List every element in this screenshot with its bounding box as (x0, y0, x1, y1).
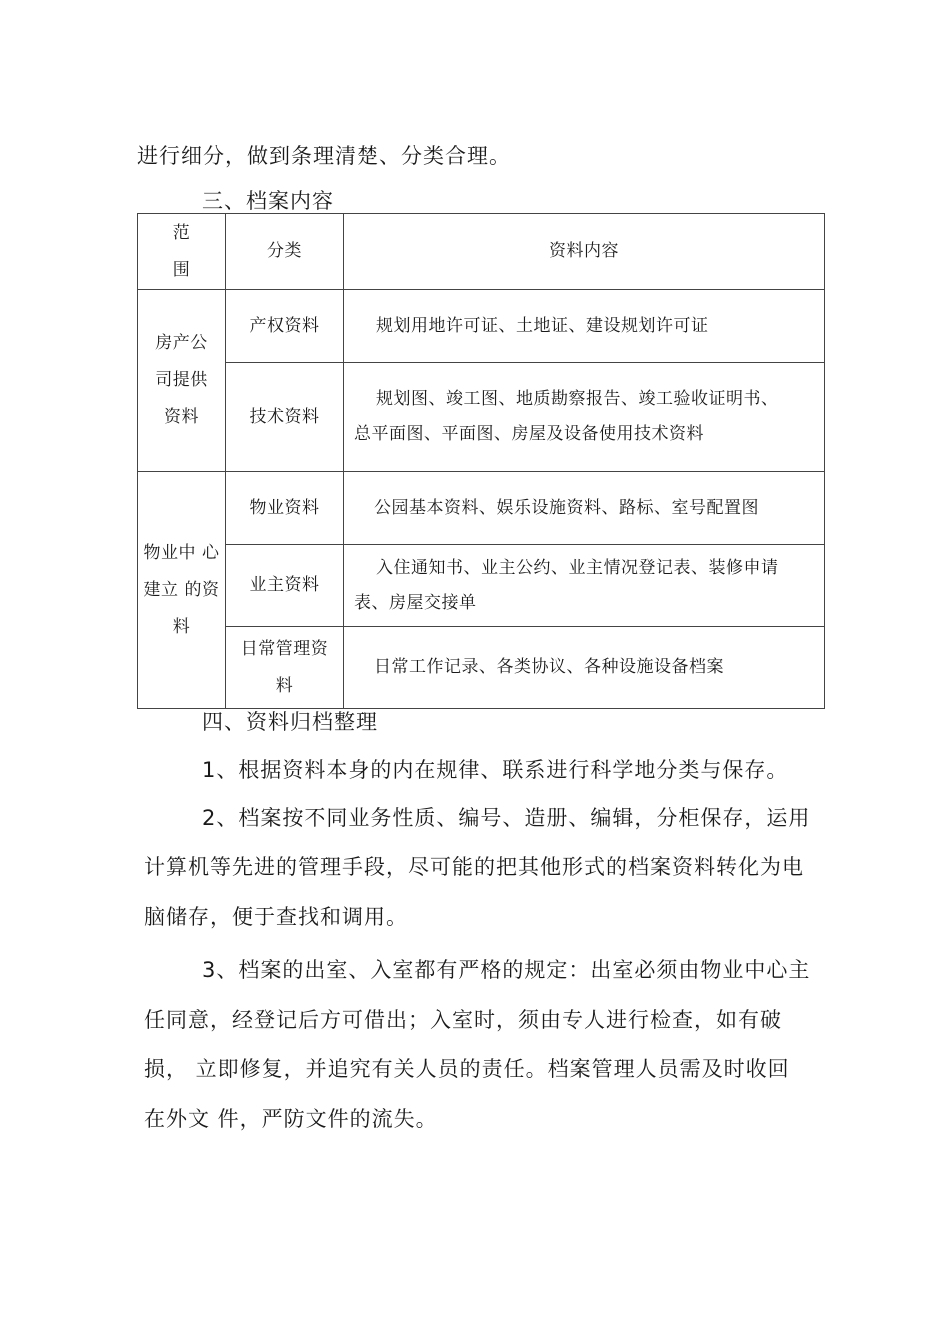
content-cell: 入住通知书、业主公约、业主情况登记表、装修申请 表、房屋交接单 (344, 545, 825, 627)
content-cell: 公园基本资料、娱乐设施资料、路标、室号配置图 (344, 472, 825, 545)
category-cell: 产权资料 (226, 290, 344, 363)
paragraph-item-3-line-4: 在外文 件，严防文件的流失。 (144, 1107, 438, 1131)
table-header-row (138, 214, 825, 290)
table-row (138, 290, 825, 363)
category-cell: 技术资料 (226, 363, 344, 472)
table-row (138, 627, 825, 709)
content-cell: 规划用地许可证、土地证、建设规划许可证 (344, 290, 825, 363)
paragraph-item-2-line-1: 2、档案按不同业务性质、编号、造册、编辑，分柜保存，运用 (202, 806, 811, 830)
header-content: 资料内容 (344, 214, 825, 290)
table-row (138, 545, 825, 627)
content-cell: 日常工作记录、各类协议、各种设施设备档案 (344, 627, 825, 709)
header-scope: 范 围 (138, 214, 226, 290)
paragraph-item-3-line-1: 3、档案的出室、入室都有严格的规定：出室必须由物业中心主 (202, 958, 811, 982)
category-cell: 业主资料 (226, 545, 344, 627)
archive-content-table (137, 213, 825, 709)
paragraph-item-3-line-2: 任同意，经登记后方可借出；入室时，须由专人进行检查，如有破 (144, 1008, 782, 1032)
intro-line: 进行细分，做到条理清楚、分类合理。 (137, 144, 511, 168)
section-heading-archiving: 四、资料归档整理 (202, 710, 378, 734)
table-row (138, 363, 825, 472)
paragraph-item-1: 1、根据资料本身的内在规律、联系进行科学地分类与保存。 (202, 758, 789, 782)
header-category: 分类 (226, 214, 344, 290)
section-heading-archive-content: 三、档案内容 (202, 189, 334, 213)
paragraph-item-3-line-3: 损， 立即修复，并追究有关人员的责任。档案管理人员需及时收回 (144, 1057, 790, 1081)
content-cell: 规划图、竣工图、地质勘察报告、竣工验收证明书、 总平面图、平面图、房屋及设备使用技术资料 (344, 363, 825, 472)
category-cell: 物业资料 (226, 472, 344, 545)
table-row (138, 472, 825, 545)
scope-group-real-estate: 房产公 司提供 资料 (138, 290, 226, 472)
scope-group-property-center: 物业中 心 建立 的资 料 (138, 472, 226, 709)
paragraph-item-2-line-3: 脑储存，便于查找和调用。 (144, 905, 408, 929)
paragraph-item-2-line-2: 计算机等先进的管理手段，尽可能的把其他形式的档案资料转化为电 (144, 855, 804, 879)
category-cell: 日常管理资 料 (226, 627, 344, 709)
